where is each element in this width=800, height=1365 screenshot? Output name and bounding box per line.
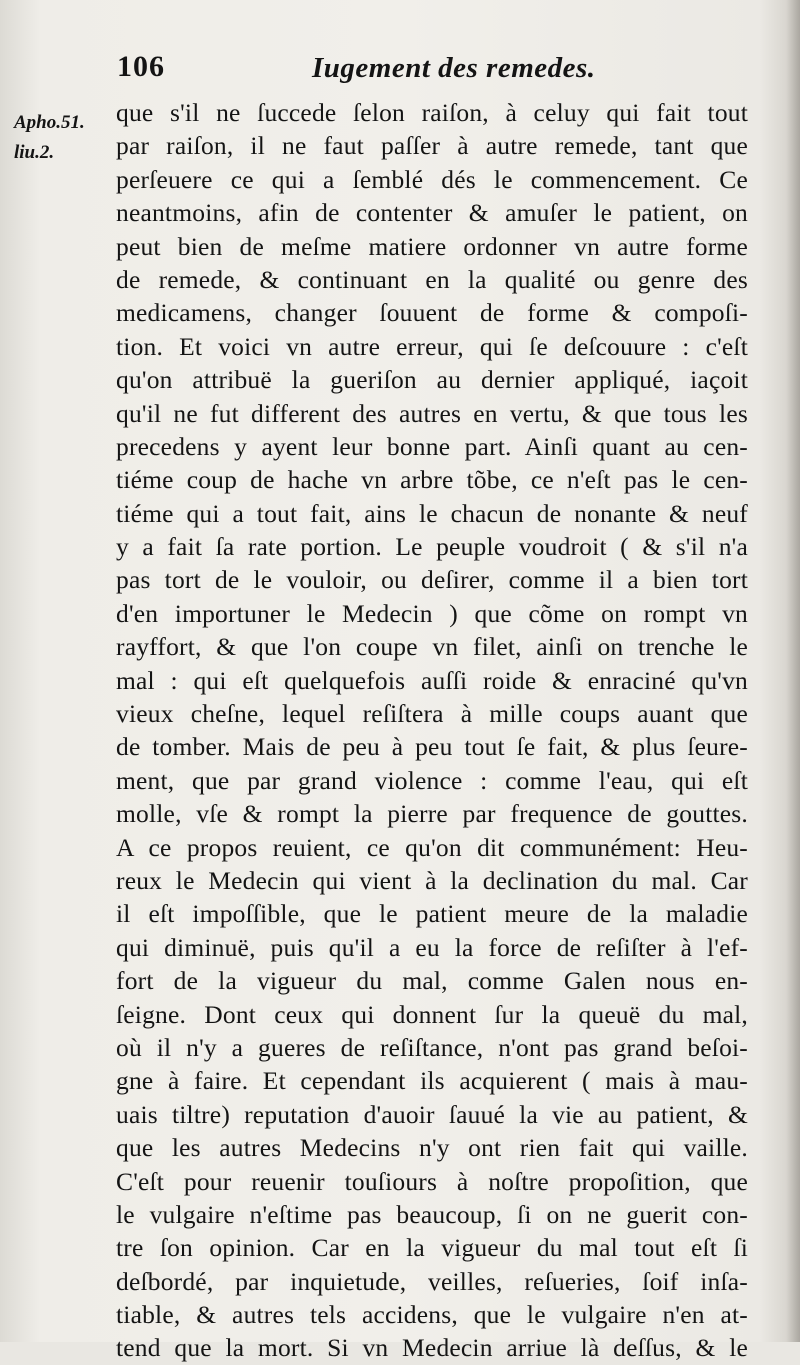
text-line: medicamens, changer ſouuent de forme & compoſi- bbox=[116, 298, 748, 328]
text-line: il eſt impoſſible, que le patient meure de la maladie bbox=[116, 899, 748, 929]
text-line: par raiſon, il ne faut paſſer à autre remede, tant que bbox=[116, 131, 748, 161]
text-line: tend que la mort. Si vn Medecin arriue là deſſus, & le bbox=[116, 1333, 748, 1363]
text-line: d'en importuner le Medecin ) que cõme on rompt vn bbox=[116, 598, 748, 628]
text-line: deſbordé, par inquietude, veilles, reſueries, ſoif inſa- bbox=[116, 1266, 748, 1296]
text-line: le vulgaire n'eſtime pas beaucoup, ſi on ne guerit con- bbox=[116, 1199, 748, 1229]
text-line: gne à faire. Et cependant ils acquierent ( mais à mau- bbox=[116, 1066, 748, 1096]
text-line: pas tort de le vouloir, ou deſirer, comme il a bien tort bbox=[116, 565, 748, 595]
text-line: de tomber. Mais de peu à peu tout ſe fait, & plus ſeure- bbox=[116, 732, 748, 762]
text-line: uais tiltre) reputation d'auoir ſauué la vie au patient, & bbox=[116, 1099, 748, 1129]
text-line: qui diminuë, puis qu'il a eu la force de reſiſter à l'ef- bbox=[116, 932, 748, 962]
text-line: fort de la vigueur du mal, comme Galen nous en- bbox=[116, 966, 748, 996]
margin-note-line: Apho.51. bbox=[14, 112, 85, 133]
margin-note bbox=[14, 108, 85, 168]
text-line: qu'on attribuë la gueriſon au dernier appliqué, iaçoit bbox=[116, 365, 748, 395]
text-line: tre ſon opinion. Car en la vigueur du mal tout eſt ſi bbox=[116, 1233, 748, 1263]
text-line: que les autres Medecins n'y ont rien fait qui vaille. bbox=[116, 1133, 748, 1163]
text-line: ment, que par grand violence : comme l'eau, qui eſt bbox=[116, 765, 748, 795]
text-line: de remede, & continuant en la qualité ou genre des bbox=[116, 264, 748, 294]
text-line: reux le Medecin qui vient à la declination du mal. Car bbox=[116, 865, 748, 895]
text-line: precedens y ayent leur bonne part. Ainſi quant au cen- bbox=[116, 431, 748, 461]
text-line: A ce propos reuient, ce qu'on dit communément: Heu- bbox=[116, 832, 748, 862]
text-line: neantmoins, afin de contenter & amuſer le patient, on bbox=[116, 198, 748, 228]
running-title: Iugement des remedes. bbox=[312, 52, 596, 84]
text-line: ſeigne. Dont ceux qui donnent ſur la queuë du mal, bbox=[116, 999, 748, 1029]
text-line: que s'il ne ſuccede ſelon raiſon, à celuy qui fait tout bbox=[116, 98, 748, 127]
page-edge-shadow bbox=[786, 0, 800, 1342]
margin-note-line: liu.2. bbox=[14, 142, 55, 163]
page-number: 106 bbox=[117, 50, 165, 83]
text-line: mal : qui eſt quelquefois auſſi roide & enraciné qu'vn bbox=[116, 665, 748, 695]
text-line: rayffort, & que l'on coupe vn filet, ainſi on trenche le bbox=[116, 632, 748, 662]
body-text bbox=[116, 96, 748, 1365]
text-line: molle, vſe & rompt la pierre par frequence de gouttes. bbox=[116, 799, 748, 829]
text-line: qu'il ne fut different des autres en vertu, & que tous les bbox=[116, 398, 748, 428]
text-line: tiéme coup de hache vn arbre tõbe, ce n'eſt pas le cen- bbox=[116, 465, 748, 495]
text-line: perſeuere ce qui a ſemblé dés le commencement. Ce bbox=[116, 164, 748, 194]
text-line: C'eſt pour reuenir touſiours à noſtre propoſition, que bbox=[116, 1166, 748, 1196]
page-header bbox=[117, 50, 677, 90]
text-line: peut bien de meſme matiere ordonner vn autre forme bbox=[116, 231, 748, 261]
text-line: où il n'y a gueres de reſiſtance, n'ont pas grand beſoi- bbox=[116, 1032, 748, 1062]
text-line: tiéme qui a tout fait, ains le chacun de nonante & neuf bbox=[116, 498, 748, 528]
text-line: vieux cheſne, lequel reſiſtera à mille coups auant que bbox=[116, 699, 748, 729]
text-line: y a fait ſa rate portion. Le peuple voudroit ( & s'il n'a bbox=[116, 532, 748, 562]
text-line: tiable, & autres tels accidens, que le vulgaire n'en at- bbox=[116, 1300, 748, 1330]
text-line: tion. Et voici vn autre erreur, qui ſe deſcouure : c'eſt bbox=[116, 331, 748, 361]
